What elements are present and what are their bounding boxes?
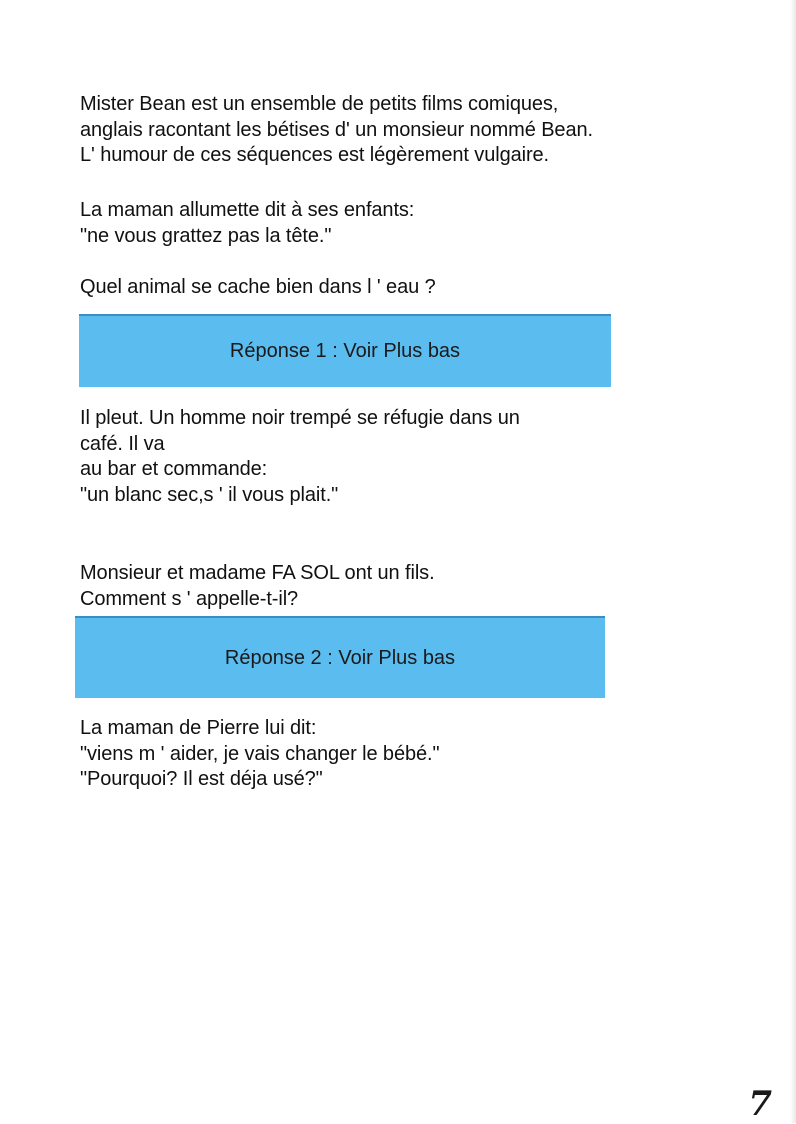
- text-line: au bar et commande:: [80, 458, 268, 480]
- paragraph-question-2: [80, 561, 720, 612]
- paragraph-allumette: [80, 198, 720, 249]
- answer-box-2: [75, 616, 605, 698]
- answer-label-1: Réponse 1 : Voir Plus bas: [229, 340, 461, 362]
- text-line: "ne vous grattez pas la tête.": [80, 224, 332, 247]
- paragraph-pierre: [80, 716, 720, 793]
- text-line: "Pourquoi? Il est déja usé?": [80, 768, 323, 790]
- paragraph-blanc-sec: [80, 406, 720, 508]
- text-line: La maman de Pierre lui dit:: [80, 717, 317, 739]
- paragraph-mister-bean: [80, 92, 720, 169]
- text-line: "viens m ' aider, je vais changer le bébé.": [80, 742, 440, 765]
- text-line: anglais racontant les bétises d' un monsieur nommé Bean.: [80, 118, 593, 141]
- text-line: Comment s ' appelle-t-il?: [80, 587, 299, 610]
- text-line: La maman allumette dit à ses enfants:: [80, 199, 415, 221]
- text-line: Quel animal se cache bien dans l ' eau ?: [80, 276, 436, 298]
- page-edge-shadow: [790, 0, 796, 1123]
- text-line: Monsieur et madame FA SOL ont un fils.: [80, 562, 435, 584]
- text-line: Mister Bean est un ensemble de petits films comiques,: [80, 93, 559, 115]
- answer-label-2: Réponse 2 : Voir Plus bas: [224, 646, 456, 669]
- paragraph-question-1: [80, 275, 720, 301]
- text-line: "un blanc sec,s ' il vous plait.": [80, 483, 339, 506]
- text-line: café. Il va: [80, 432, 165, 455]
- text-line: L' humour de ces séquences est légèrement vulgaire.: [80, 144, 549, 166]
- answer-box-1: [79, 314, 611, 387]
- page-number: 7: [748, 1084, 772, 1124]
- text-line: Il pleut. Un homme noir trempé se réfugie dans un: [80, 407, 520, 429]
